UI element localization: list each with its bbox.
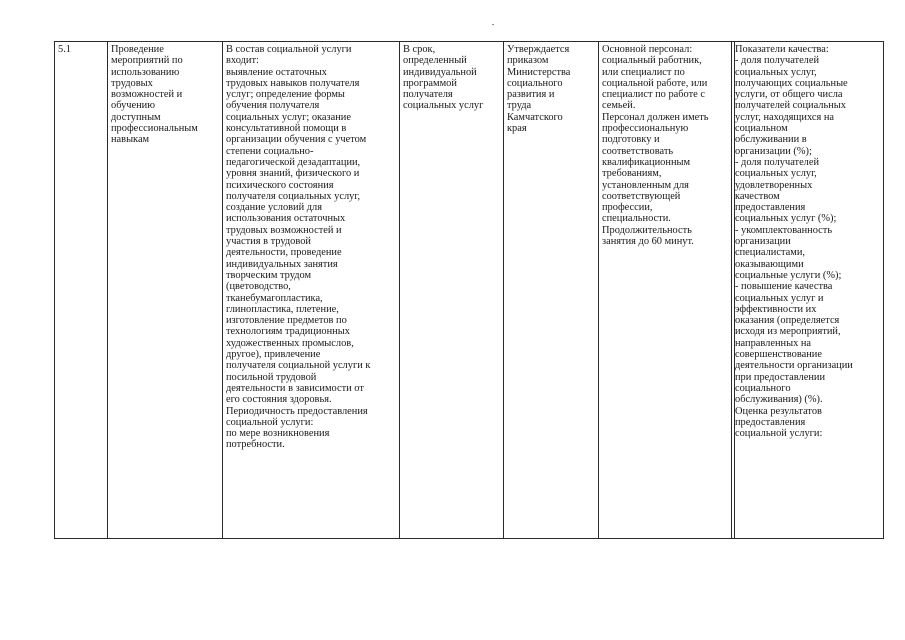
row-number-cell xyxy=(55,42,108,539)
scan-artifact xyxy=(492,24,494,25)
service-standard: Утверждается приказом Министерства социального развития и труда Камчатского края xyxy=(507,44,571,135)
service-content: В состав социальной услуги входит: выявление остаточных трудовых навыков получателя услуг; определение формы обучения получателя социальных услуг; оказание консультативной помощи в организации обучения с учетом степени социально- педагогической дезадаптации, уровня знаний, физического и психического состояния получателя социальных услуг, создание условий для использования остаточных трудовых возможностей и участия в трудовой деятельности, проведение индивидуальных занятия творческим трудом (цветоводство, тканебумагопластика, глинопластика, плетение, изготовление предметов по технологиям традиционных художественных промыслов, другое), привлечение получателя социальной услуги к посильной трудовой деятельности в зависимости от его состояния здоровья. Периодичность предоставления социальной услуги: по мере возникновения потребности. xyxy=(226,44,371,451)
service-conditions-cell xyxy=(599,42,732,539)
service-standard-table xyxy=(54,41,884,539)
service-term-cell xyxy=(400,42,504,539)
service-standard-cell xyxy=(504,42,599,539)
quality-indicators: Показатели качества: - доля получателей социальных услуг, получающих социальные услуги, от общего числа получателей социальных услуг, находящихся на социальном обслуживании в организации (%); - доля получателей социальных услуг, удовлетворенных качеством предоставления социальных услуг (%); - укомплектованность организации специалистами, оказывающими социальные услуги (%); - повышение качества социальных услуг и эффективности их оказания (определяется исходя из мероприятий, направленных на совершенствование деятельности организации при предоставлении социального обслуживания) (%). Оценка результатов предоставления социальной услуги: xyxy=(735,44,853,440)
row-number: 5.1 xyxy=(58,44,71,55)
service-conditions: Основной персонал: социальный работник, или специалист по социальной работе, или специалист по работе с семьей. Персонал должен иметь профессиональную подготовку и соответствовать квалификационным требованиям, установленным для соответствующей профессии, специальности. Продолжительность занятия до 60 минут. xyxy=(602,44,709,248)
table-row xyxy=(55,42,884,539)
quality-indicators-cell xyxy=(732,42,884,539)
service-name-cell xyxy=(108,42,223,539)
service-content-cell xyxy=(223,42,400,539)
service-name: Проведение мероприятий по использованию трудовых возможностей и обучению доступным профессиональным навыкам xyxy=(111,44,198,146)
service-term: В срок, определенный индивидуальной программой получателя социальных услуг xyxy=(403,44,484,112)
